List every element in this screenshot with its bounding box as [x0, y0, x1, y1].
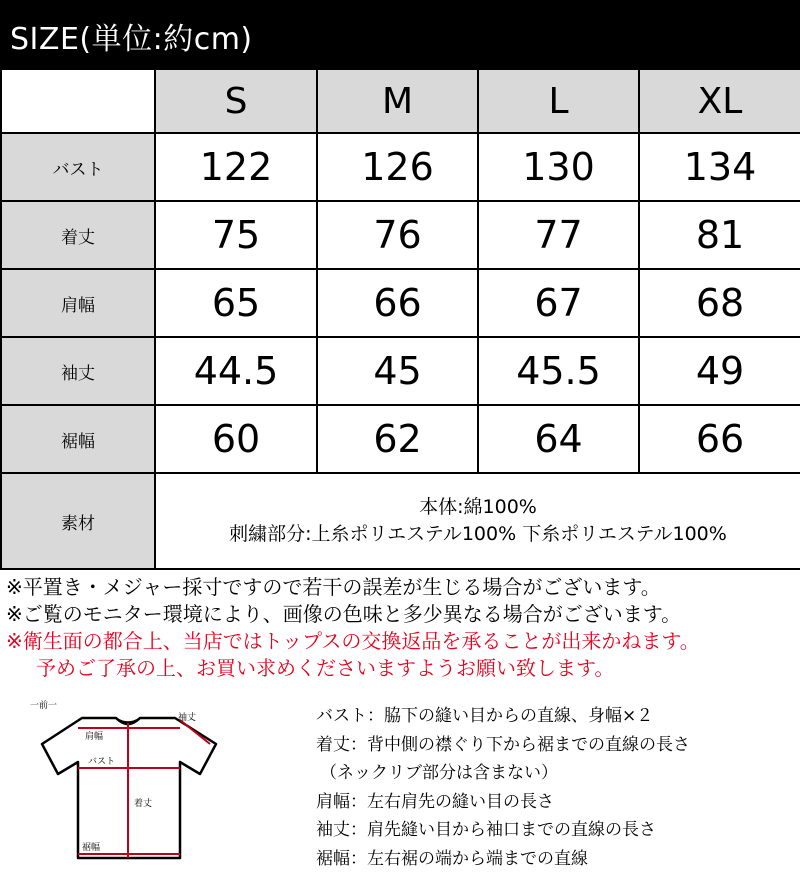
- notes: [6, 574, 796, 682]
- sleeve-line: [180, 720, 210, 744]
- cell-shoulder-xl: 68: [639, 269, 800, 337]
- cell-length-s: 75: [155, 201, 317, 269]
- definition-length: 着丈：背中側の襟ぐり下から裾までの直線の長さ: [316, 731, 796, 760]
- measurement-definitions: [316, 702, 796, 873]
- title-bar: [0, 0, 800, 68]
- cell-hem-m: 62: [317, 405, 478, 473]
- size-header-m: M: [317, 69, 478, 133]
- material-line-embroidery: 刺繍部分:上糸ポリエステル100% 下糸ポリエステル100%: [156, 521, 800, 548]
- cell-bust-m: 126: [317, 133, 478, 201]
- note-monitor: ※ご覧のモニター環境により、画像の色味と多少異なる場合がございます。: [6, 601, 796, 628]
- table-row-length: [1, 201, 800, 269]
- size-header-row: [1, 69, 800, 133]
- table-row-material: [1, 473, 800, 569]
- cell-length-l: 77: [478, 201, 639, 269]
- row-label-hem: 裾幅: [1, 405, 155, 473]
- definition-length-note: （ネックリブ部分は含まない）: [316, 759, 796, 788]
- table-row-shoulder: [1, 269, 800, 337]
- corner-cell: [1, 69, 155, 133]
- cell-length-xl: 81: [639, 201, 800, 269]
- cell-bust-l: 130: [478, 133, 639, 201]
- diagram-label-length: 着丈: [134, 797, 152, 809]
- warning-acknowledge: 予めご了承の上、お買い求めくださいますようお願い致します。: [6, 655, 796, 682]
- size-header-l: L: [478, 69, 639, 133]
- definition-hem: 裾幅：左右裾の端から端までの直線: [316, 845, 796, 873]
- cell-sleeve-l: 45.5: [478, 337, 639, 405]
- cell-sleeve-s: 44.5: [155, 337, 317, 405]
- cell-shoulder-s: 65: [155, 269, 317, 337]
- diagram-label-bust: バスト: [88, 756, 115, 767]
- size-header-s: S: [155, 69, 317, 133]
- cell-length-m: 76: [317, 201, 478, 269]
- row-label-shoulder: 肩幅: [1, 269, 155, 337]
- diagram-caption: 一前一: [30, 699, 57, 711]
- warning-no-returns: ※衛生面の都合上、当店ではトップスの交換返品を承ることが出来かねます。: [6, 628, 796, 655]
- definition-shoulder: 肩幅：左右肩先の縫い目の長さ: [316, 788, 796, 817]
- cell-shoulder-m: 66: [317, 269, 478, 337]
- diagram-label-sleeve: 袖丈: [178, 711, 196, 723]
- table-row-hem: [1, 405, 800, 473]
- page-title: SIZE(単位:約cm): [10, 14, 253, 58]
- definition-sleeve: 袖丈：肩先縫い目から袖口までの直線の長さ: [316, 816, 796, 845]
- table-row-bust: [1, 133, 800, 201]
- row-label-sleeve: 袖丈: [1, 337, 155, 405]
- cell-hem-l: 64: [478, 405, 639, 473]
- cell-sleeve-m: 45: [317, 337, 478, 405]
- note-measurement: ※平置き・メジャー採寸ですので若干の誤差が生じる場合がございます。: [6, 574, 796, 601]
- size-table: [0, 68, 800, 570]
- cell-hem-xl: 66: [639, 405, 800, 473]
- cell-sleeve-xl: 49: [639, 337, 800, 405]
- cell-bust-s: 122: [155, 133, 317, 201]
- row-label-material: 素材: [1, 473, 155, 569]
- row-label-length: 着丈: [1, 201, 155, 269]
- diagram-label-shoulder: 肩幅: [85, 730, 103, 742]
- tshirt-diagram-svg: [30, 698, 230, 868]
- size-header-xl: XL: [639, 69, 800, 133]
- cell-shoulder-l: 67: [478, 269, 639, 337]
- diagram-label-hem: 裾幅: [82, 841, 100, 853]
- table-row-sleeve: [1, 337, 800, 405]
- definition-bust: バスト：脇下の縫い目からの直線、身幅×２: [316, 702, 796, 731]
- row-label-bust: バスト: [1, 133, 155, 201]
- cell-bust-xl: 134: [639, 133, 800, 201]
- cell-hem-s: 60: [155, 405, 317, 473]
- material-line-body: 本体:綿100%: [156, 494, 800, 521]
- material-cell: [155, 473, 800, 569]
- tshirt-diagram: [30, 698, 230, 868]
